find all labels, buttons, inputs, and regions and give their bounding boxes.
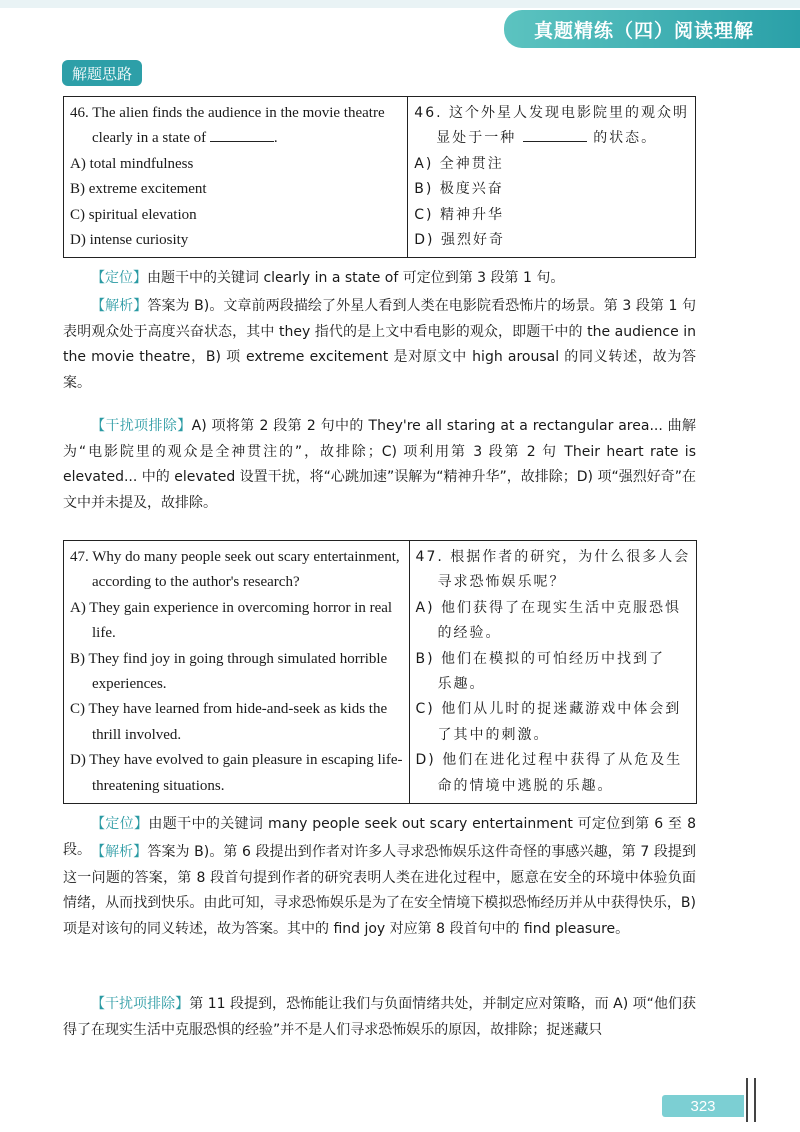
answer-blank [523, 127, 587, 142]
question-46-table [63, 96, 696, 258]
q47-zh-option-a-line2: 的经验。 [437, 625, 502, 642]
answer-blank [210, 127, 274, 142]
distractor-text: 第 11 段提到，恐怖能让我们与负面情绪共处，并制定应对策略，而 A) 项“他们获得了在现实生活中克服恐惧的经验”并不是人们寻求恐怖娱乐的原因，故排除；捉迷藏只 [63, 996, 697, 1038]
distractor-text: A) 项将第 2 段第 2 句中的 They're all staring at a rectangular area... 曲解为“电影院里的观众是全神贯注的”，故排除；C) 项利用第 3 段第 2 句 Their heart rate is elevated... 中的 elevated 设置干扰，将“心跳加速”误解为“精神升华”，故排除；D) 项“强烈好奇”在文中并未提及，故排除。 [63, 418, 697, 511]
q47-stem-line1: 47. Why do many people seek out scary entertainment, [70, 549, 400, 565]
q46-zh-option-a: A) 全神贯注 [414, 155, 504, 172]
q47-option-d-line1: D) They have evolved to gain pleasure in escaping life- [70, 752, 403, 769]
q47-distractor-paragraph [63, 992, 696, 1043]
q46-chinese-cell [408, 97, 696, 258]
q47-option-a-line2: life. [92, 625, 116, 642]
q46-analysis-paragraph [63, 294, 696, 396]
q47-zh-option-b-line2: 乐趣。 [437, 676, 486, 693]
q47-zh-option-d-line1: D) 他们在进化过程中获得了从危及生 [415, 752, 683, 769]
q47-zh-option-d-line2: 命的情境中逃脱的乐趣。 [437, 777, 614, 794]
locate-tag: 【定位】 [91, 270, 147, 286]
q46-stem-part-a: clearly in a state of [92, 130, 207, 147]
q47-analysis-paragraph [63, 840, 696, 942]
distractor-tag: 【干扰项排除】 [91, 996, 190, 1012]
q46-zh-stem-line2 [414, 126, 689, 151]
q47-chinese-cell [409, 541, 697, 804]
q47-option-c-line1: C) They have learned from hide-and-seek as kids the [70, 701, 388, 718]
q46-zh-stem-line1: 46. 这个外星人发现电影院里的观众明 [414, 105, 689, 121]
q47-option-b-line1: B) They find joy in going through simulated horrible [70, 650, 388, 667]
q47-english-cell [64, 541, 410, 804]
q46-locate-paragraph [63, 266, 696, 292]
analysis-text: 答案为 B)。文章前两段描绘了外星人看到人类在电影院看恐怖片的场景。第 3 段第 1 句表明观众处于高度兴奋状态，其中 they 指代的是上文中看电影的观众，即题干中的 the audience in the movie theatre，B) 项 extreme excitement 是对原文中 high arousal 的同义转述，故为答案。 [63, 298, 696, 391]
distractor-tag: 【干扰项排除】 [91, 418, 192, 434]
analysis-tag: 【解析】 [91, 298, 148, 314]
chapter-title: 真题精练（四）阅读理解 [504, 10, 800, 48]
q46-zh-option-d: D) 强烈好奇 [414, 232, 505, 249]
q47-zh-option-a-line1: A) 他们获得了在现实生活中克服恐惧 [415, 599, 682, 616]
q46-zh-stem-part-a: 显处于一种 [436, 130, 517, 147]
page-number: 323 [662, 1095, 744, 1117]
q47-zh-stem-line1: 47. 根据作者的研究，为什么很多人会 [415, 549, 691, 565]
q47-zh-option-b-line1: B) 他们在模拟的可怕经历中找到了 [415, 650, 666, 667]
q46-distractor-paragraph [63, 414, 696, 516]
q47-option-a-line1: A) They gain experience in overcoming horror in real [70, 599, 393, 616]
q47-zh-option-c-line1: C) 他们从儿时的捉迷藏游戏中体会到 [415, 701, 682, 718]
page-edge-decoration [746, 1078, 756, 1122]
q46-option-b: B) extreme excitement [70, 181, 207, 198]
q46-stem-part-b: . [273, 130, 278, 147]
q46-zh-option-b: B) 极度兴奋 [414, 181, 504, 198]
q46-zh-option-c: C) 精神升华 [414, 206, 504, 223]
q47-zh-stem-line2: 寻求恐怖娱乐呢？ [437, 574, 566, 591]
q47-stem-line2: according to the author's research? [92, 574, 300, 591]
q47-option-d-line2: threatening situations. [92, 777, 225, 794]
q46-stem-line2 [70, 126, 401, 151]
header-strip [0, 0, 800, 8]
q47-option-c-line2: thrill involved. [92, 726, 182, 743]
q46-stem-line1: 46. The alien finds the audience in the movie theatre [70, 105, 385, 121]
q46-option-a: A) total mindfulness [70, 155, 194, 172]
q46-option-d: D) intense curiosity [70, 232, 189, 249]
header-bar [0, 0, 800, 50]
analysis-text: 答案为 B)。第 6 段提出到作者对许多人寻求恐怖娱乐这件奇怪的事感兴趣，第 7 段提到这一问题的答案，第 8 段首句提到作者的研究表明人类在进化过程中，愿意在安全的环境中体验负面情绪，从而找到快乐。由此可知，寻求恐怖娱乐是为了在安全情境下模拟恐怖经历并从中获得快乐，B) 项是对该句的同义转述，故为答案。其中的 find joy 对应第 8 段首句中的 find pleasure。 [63, 844, 696, 937]
locate-text: 由题干中的关键词 clearly in a state of 可定位到第 3 段第 1 句。 [147, 270, 565, 286]
locate-text: 由题干中的关键词 many people seek out scary entertainment 可定位到第 6 至 8 段。 [63, 816, 697, 858]
q46-zh-stem-part-b: 的状态。 [593, 130, 658, 147]
analysis-tag: 【解析】 [91, 844, 148, 860]
q46-english-cell [64, 97, 408, 258]
q46-option-c: C) spiritual elevation [70, 206, 197, 223]
section-badge: 解题思路 [62, 60, 142, 86]
question-47-table [63, 540, 697, 804]
q47-zh-option-c-line2: 了其中的刺激。 [437, 726, 550, 743]
q47-option-b-line2: experiences. [92, 676, 167, 693]
locate-tag: 【定位】 [91, 816, 149, 832]
